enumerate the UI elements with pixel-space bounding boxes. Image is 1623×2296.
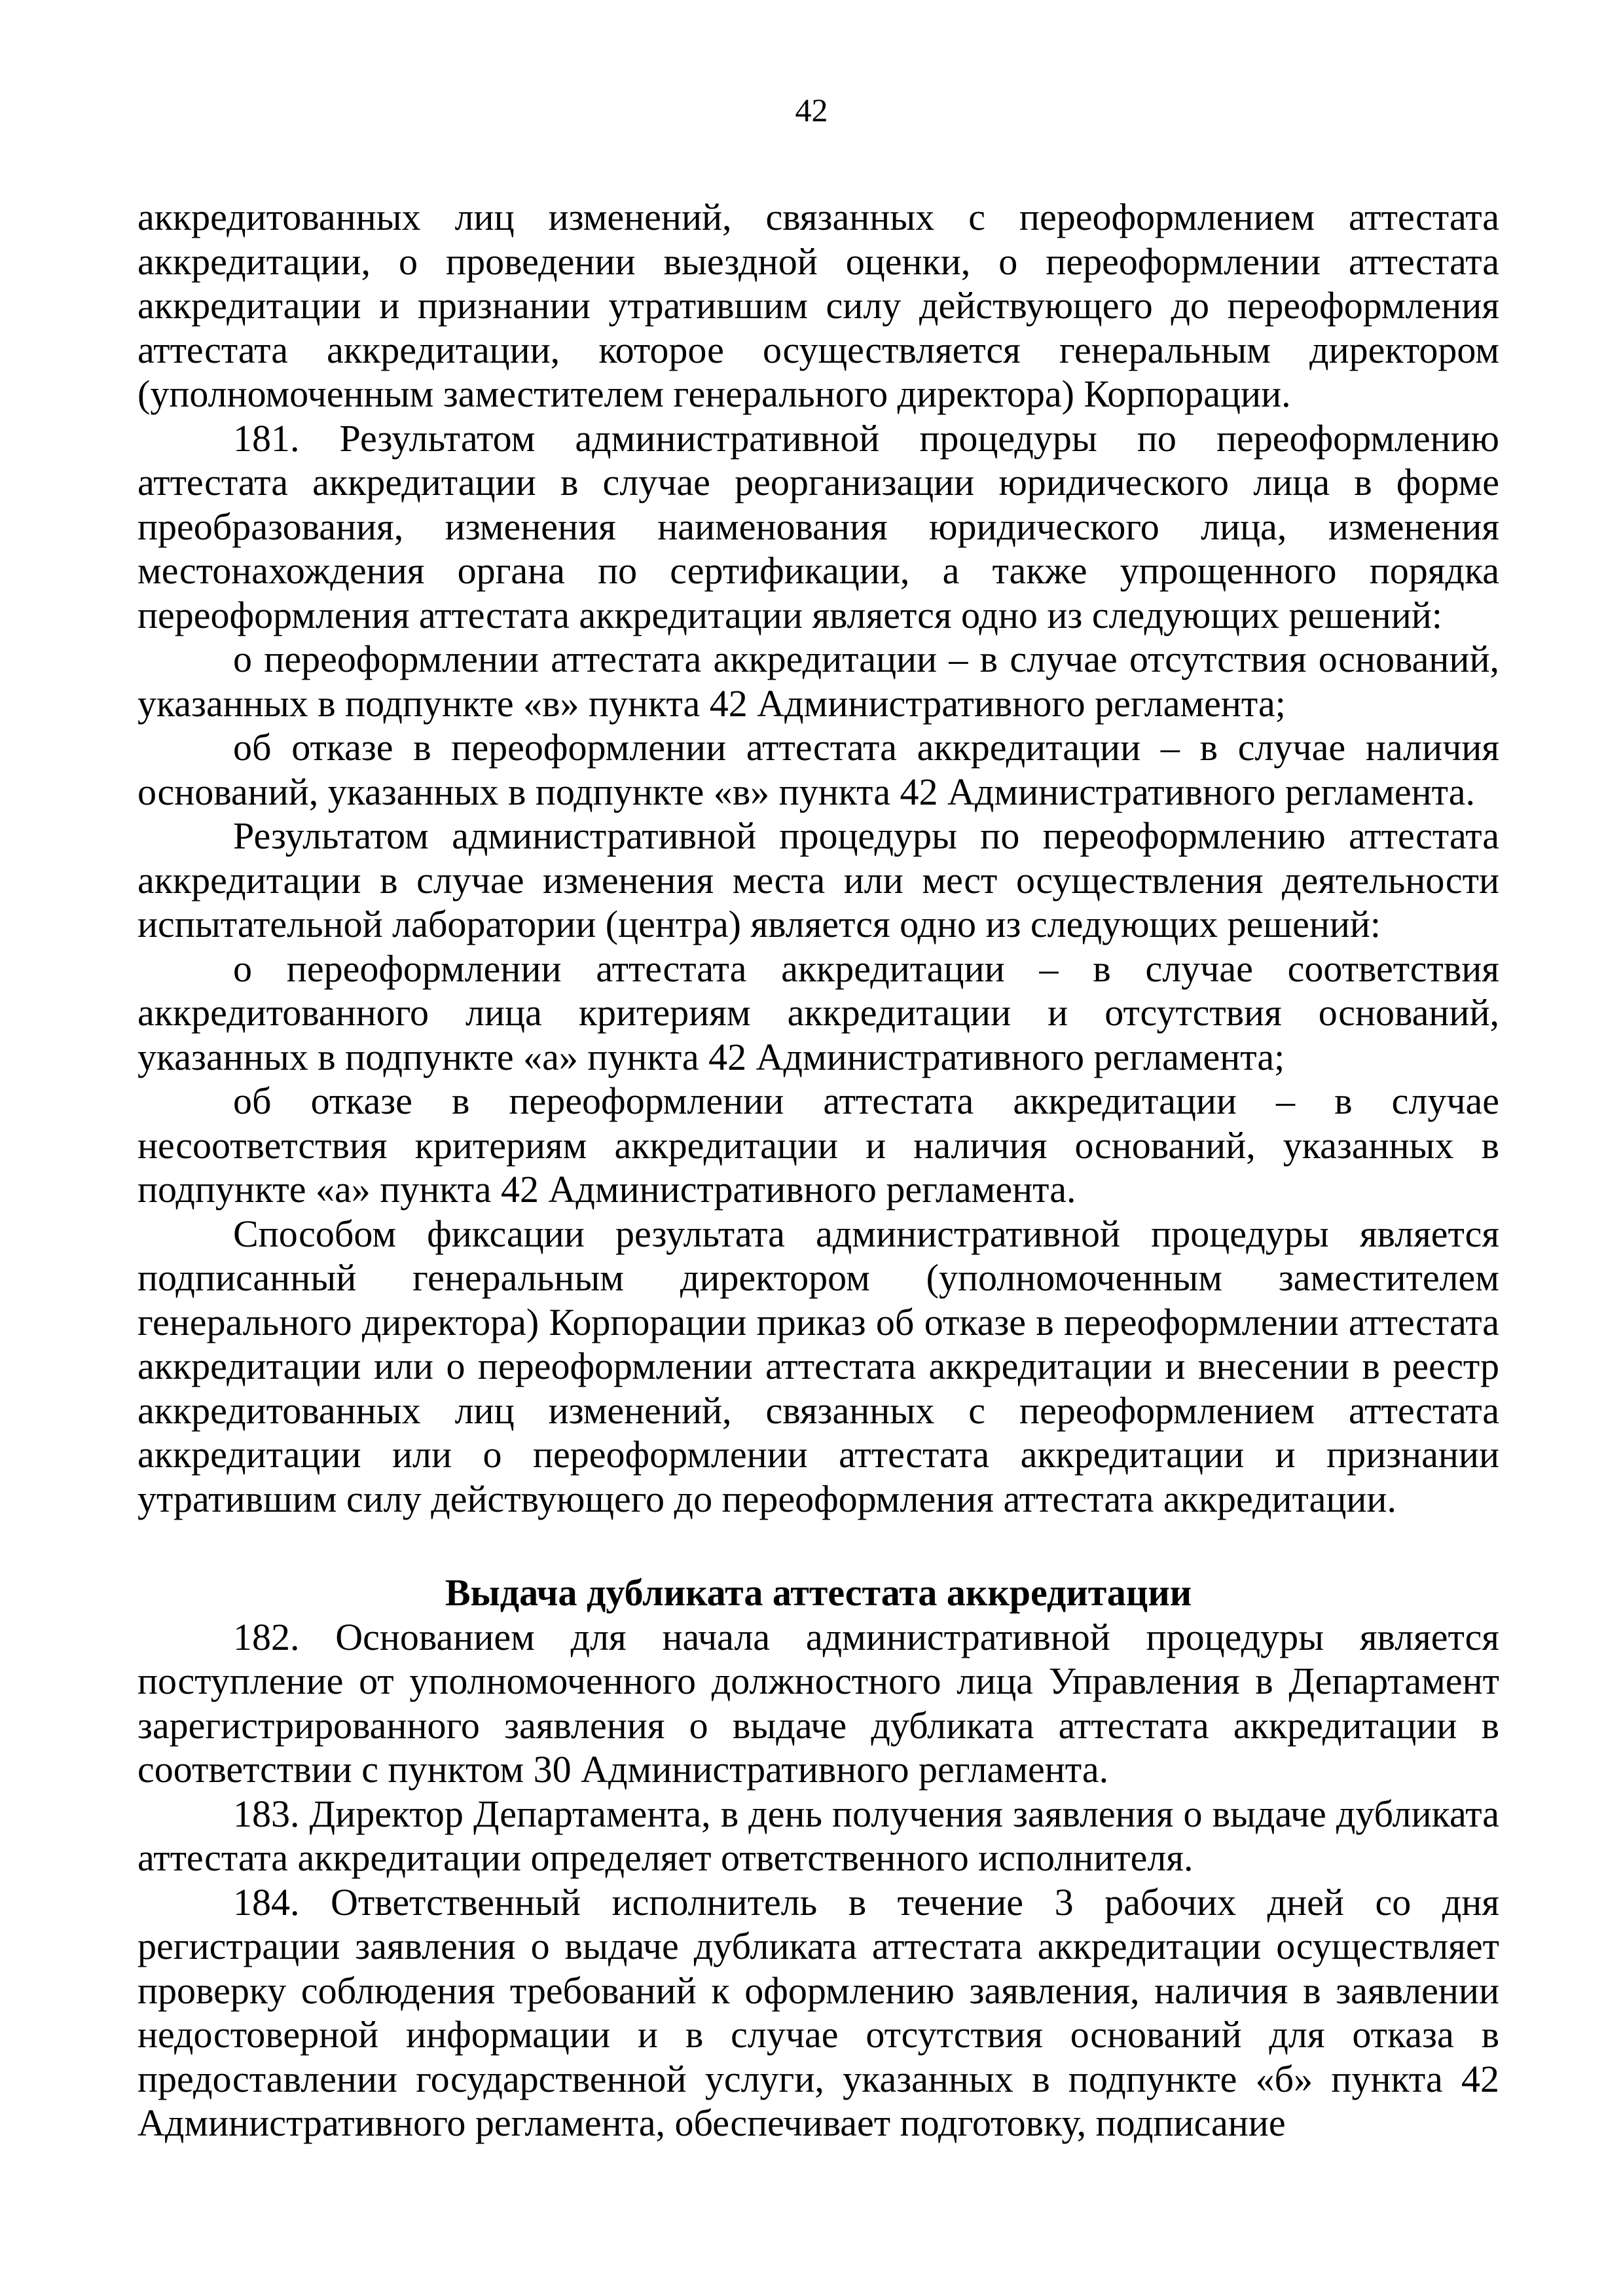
paragraph-181: 181. Результатом административной процедуры по переоформлению аттестата аккредитации в случае реорганизации юридического лица в форме преобразования, изменения наименования юридического лица, изменения местонахождения органа по сертификации, а также упрощенного порядка переоформления аттестата аккредитации является одно из следующих решений: bbox=[137, 416, 1499, 636]
section-heading: Выдача дубликата аттестата аккредитации bbox=[445, 1571, 1192, 1614]
page-number: 42 bbox=[795, 92, 828, 128]
paragraph-lab-decision-reissue: о переоформлении аттестата аккредитации – в случае соответствия аккредитованного лица критериям аккредитации и отсутствия оснований, указанных в подпункте «а» пункта 42 Административного регламента; bbox=[137, 947, 1499, 1078]
document-body bbox=[137, 195, 1499, 2145]
paragraph-fixation-method: Способом фиксации результата административной процедуры является подписанный генеральным директором (уполномоченным заместителем генерального директора) Корпорации приказ об отказе в переоформлении аттестата аккредитации или о переоформлении аттестата аккредитации и внесении в реестр аккредитованных лиц изменений, связанных с переоформлением аттестата аккредитации или о переоформлении аттестата аккредитации и признании утратившим силу действующего до переоформления аттестата аккредитации. bbox=[137, 1212, 1499, 1520]
paragraph-184: 184. Ответственный исполнитель в течение 3 рабочих дней со дня регистрации заявления о выдаче дубликата аттестата аккредитации осуществляет проверку соблюдения требований к оформлению заявления, наличия в заявлении недостоверной информации и в случае отсутствия оснований для отказа в предоставлении государственной услуги, указанных в подпункте «б» пункта 42 Административного регламента, обеспечивает подготовку, подписание bbox=[137, 1880, 1499, 2144]
paragraph-lab-decision-refusal: об отказе в переоформлении аттестата аккредитации – в случае несоответствия критериям аккредитации и наличия оснований, указанных в подпункте «а» пункта 42 Административного регламента. bbox=[137, 1080, 1499, 1211]
paragraph-182: 182. Основанием для начала административной процедуры является поступление от уполномоченного должностного лица Управления в Департамент зарегистрированного заявления о выдаче дубликата аттестата аккредитации в соответствии с пунктом 30 Административного регламента. bbox=[137, 1615, 1499, 1791]
paragraph-continuation: аккредитованных лиц изменений, связанных с переоформлением аттестата аккредитации, о проведении выездной оценки, о переоформлении аттестата аккредитации и признании утратившим силу действующего до переоформления аттестата аккредитации, которое осуществляется генеральным директором (уполномоченным заместителем генерального директора) Корпорации. bbox=[137, 196, 1499, 415]
paragraph-decision-refusal: об отказе в переоформлении аттестата аккредитации – в случае наличия оснований, указанных в подпункте «в» пункта 42 Административного регламента. bbox=[137, 726, 1499, 813]
paragraph-183: 183. Директор Департамента, в день получения заявления о выдаче дубликата аттестата аккредитации определяет ответственного исполнителя. bbox=[137, 1792, 1499, 1879]
paragraph-result-lab: Результатом административной процедуры по переоформлению аттестата аккредитации в случае изменения места или мест осуществления деятельности испытательной лаборатории (центра) является одно из следующих решений: bbox=[137, 814, 1499, 945]
paragraph-decision-reissue: о переоформлении аттестата аккредитации – в случае отсутствия оснований, указанных в подпункте «в» пункта 42 Административного регламента; bbox=[137, 638, 1499, 725]
